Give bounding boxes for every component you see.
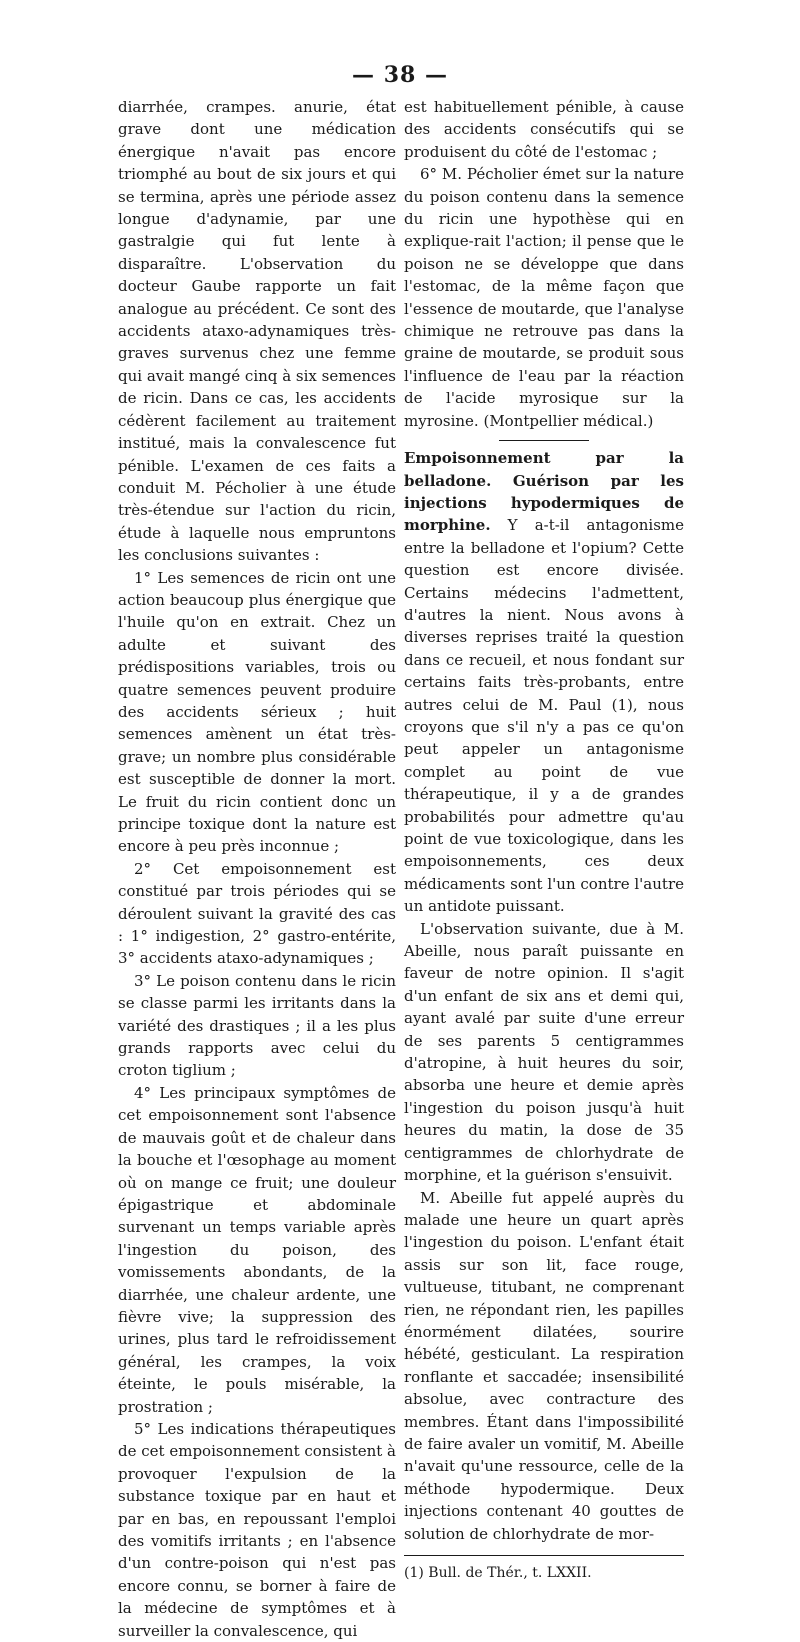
paragraph: L'observation suivante, due à M. Abeille, nous paraît puissante en faveur de notre opinion. Il s'agit d'un enfant de six ans et demi qui, ayant avalé par suite d'une erreur de ses parents 5 centigrammes d'atropine, à huit heures du soir, absorba une heure et demie après l'ingestion du poison jusqu'à huit heures du matin, la dose de 35 centigrammes de chlorhydrate de morphine, et la guérison s'ensuivit. [404, 919, 684, 1185]
paragraph: M. Abeille fut appelé auprès du malade une heure un quart après l'ingestion du poison. L'enfant était assis sur son lit, face rouge, vultueuse, titubant, ne comprenant rien, ne répondant rien, les papilles énormément dilatées, sourire hébété, gesticulant. La respiration ronflante et saccadée; insensibilité absolue, avec contracture des membres. Étant dans l'impossibilité de faire avaler un vomitif, M. Abeille n'avait qu'une ressource, celle de la méthode hypodermique. Deux injections contenant 40 gouttes de solution de chlorhydrate de mor- [404, 1188, 684, 1543]
left-column [118, 96, 396, 1642]
paragraph: 2° Cet empoisonnement est constitué par trois périodes qui se déroulent suivant la gravité des cas : 1° indigestion, 2° gastro-entérite, 3° accidents ataxo-adynamiques ; [118, 859, 396, 968]
section-divider [499, 440, 589, 441]
paragraph: diarrhée, crampes. anurie, état grave dont une médication énergique n'avait pas encore triomphé au bout de six jours et qui se termina, après une période assez longue d'adynamie, par une gastralgie qui fut lente à disparaître. L'observation du docteur Gaube rapporte un fait analogue au précédent. Ce sont des accidents ataxo-adynamiques très-graves survenus chez une femme qui avait mangé cinq à six semences de ricin. Dans ce cas, les accidents cédèrent facilement au traitement institué, mais la convalescence fut pénible. L'examen de ces faits a conduit M. Pécholier à une étude très-étendue sur l'action du ricin, étude à laquelle nous empruntons les conclusions suivantes : [118, 98, 396, 565]
section-heading: Empoisonnement par la belladone. Guérison par les injections hypodermiques de morphine. [404, 449, 684, 535]
paragraph: 4° Les principaux symptômes de cet empoisonnement sont l'absence de mauvais goût et de chaleur dans la bouche et l'œsophage au moment où on mange ce fruit; une douleur épigastrique et abdominale survenant un temps variable après l'ingestion du poison, des vomissements abondants, de la diarrhée, une chaleur ardente, une fièvre vive; la suppression des urines, plus tard le refroidissement général, les crampes, la voix éteinte, le pouls misérable, la prostration ; [118, 1083, 396, 1416]
section-first-paragraph [404, 447, 684, 918]
page-number: — 38 — [352, 62, 448, 88]
footnote-rule [404, 1555, 684, 1556]
section-intro-text: Y a-t-il antagonisme entre la belladone et l'opium? Cette question est encore divisée. Certains médecins l'admettent, d'autres la nient. Nous avons à diverses reprises traité la question dans ce recueil, et nous fondant sur certains faits très-probants, entre autres celui de M. Paul (1), nous croyons que s'il n'y a pas ce qu'on peut appeler un antagonisme complet au point de vue thérapeutique, il y a de grandes probabilités pour admettre qu'au point de vue toxicologique, dans les empoisonnements, ces deux médicaments sont l'un contre l'autre un antidote puissant. [404, 516, 684, 916]
paragraph: 6° M. Pécholier émet sur la nature du poison contenu dans la semence du ricin une hypothèse qui en explique-rait l'action; il pense que le poison ne se développe que dans l'estomac, de la même façon que l'essence de moutarde, que l'analyse chimique ne retrouve pas dans la graine de moutarde, se produit sous l'influence de l'eau par la réaction de l'acide myrosique sur la myrosine. (Montpellier médical.) [404, 165, 684, 430]
paragraph: 5° Les indications thérapeutiques de cet empoisonnement consistent à provoquer l'expulsion de la substance toxique par en haut et par en bas, en repoussant l'emploi des vomitifs irritants ; en l'absence d'un contre-poison qui n'est pas encore connu, se borner à faire de la médecine de symptômes et à surveiller la convalescence, qui [118, 1419, 396, 1640]
right-column [404, 96, 684, 1584]
paragraph: 1° Les semences de ricin ont une action beaucoup plus énergique que l'huile qu'on en extrait. Chez un adulte et suivant des prédispositions variables, trois ou quatre semences peuvent produire des accidents sérieux ; huit semences amènent un état très-grave; un nombre plus considérable est susceptible de donner la mort. Le fruit du ricin contient donc un principe toxique dont la nature est encore à peu près inconnue ; [118, 568, 396, 856]
paragraph: 3° Le poison contenu dans le ricin se classe parmi les irritants dans la variété des drastiques ; il a les plus grands rapports avec celui du croton tiglium ; [118, 971, 396, 1080]
footnote: (1) Bull. de Thér., t. LXXII. [404, 1565, 592, 1581]
paragraph: est habituellement pénible, à cause des accidents consécutifs qui se produisent du côté de l'estomac ; [404, 98, 684, 161]
